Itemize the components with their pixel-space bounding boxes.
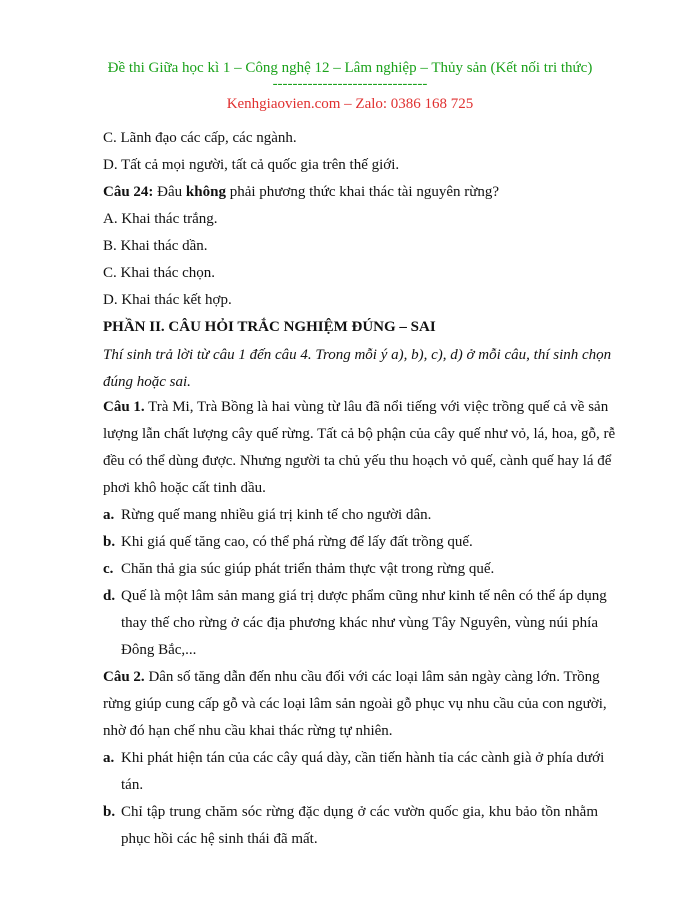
c2-b-text-2: phục hồi các hệ sinh thái đã mất.: [121, 831, 318, 847]
c1-d-label: d.: [103, 588, 116, 604]
c2-line-3: nhờ đó hạn chế nhu cầu khai thác rừng tự nhiên.: [103, 723, 393, 739]
c1-c-text: Chăn thả gia súc giúp phát triển thảm thực vật trong rừng quế.: [121, 561, 495, 577]
c2-a-label: a.: [103, 750, 115, 766]
part2-instruction-1: Thí sinh trả lời từ câu 1 đến câu 4. Trong mỗi ý a), b), c), d) ở mỗi câu, thí sinh chọn: [103, 347, 612, 363]
c1-d-text-1: Quế là một lâm sản mang giá trị dược phẩm cũng như kinh tế nên có thể áp dụng: [121, 588, 607, 604]
q24-option-a: A. Khai thác trắng.: [103, 211, 218, 227]
c1-line-1: [103, 399, 609, 416]
q23-option-d: D. Tất cả mọi người, tất cả quốc gia trên thế giới.: [103, 157, 400, 173]
c1-b-text: Khi giá quế tăng cao, có thể phá rừng để lấy đất trồng quế.: [121, 534, 473, 550]
c1-a-label: a.: [103, 507, 115, 523]
c2-line-2: rừng giúp cung cấp gỗ và các loại lâm sản ngoài gỗ phục vụ nhu cầu của con người,: [103, 696, 607, 712]
c1-line-3: đều có thể dùng được. Nhưng người ta chủ yếu thu hoạch vỏ quế, cành quế hay lá để: [103, 453, 612, 469]
c1-b-label: b.: [103, 534, 116, 550]
c2-text-1: Dân số tăng dẫn đến nhu cầu đối với các loại lâm sản ngày càng lớn. Trồng: [148, 669, 600, 685]
c2-a-text-2: tán.: [121, 777, 144, 793]
q24-text-post: phải phương thức khai thác tài nguyên rừng?: [225, 184, 500, 200]
c2-line-1: [103, 669, 598, 686]
q23-option-c: C. Lãnh đạo các cấp, các ngành.: [103, 130, 297, 146]
c2-b-text-1: Chỉ tập trung chăm sóc rừng đặc dụng ở các vườn quốc gia, khu bảo tồn nhằm: [121, 804, 598, 820]
part2-title: PHẦN II. CÂU HỎI TRẮC NGHIỆM ĐÚNG – SAI: [103, 319, 436, 335]
c1-line-4: phơi khô hoặc cất tinh dầu.: [103, 480, 266, 496]
c2-b-label: b.: [103, 804, 116, 820]
q24-text-pre: Đâu: [153, 184, 186, 200]
header-site: Kenhgiaovien.com – Zalo: 0386 168 725: [226, 96, 474, 112]
q24-option-c: C. Khai thác chọn.: [103, 265, 216, 281]
c1-a-text: Rừng quế mang nhiều giá trị kinh tế cho người dân.: [121, 507, 432, 523]
header-divider: -------------------------------: [272, 76, 428, 92]
q24-question: [103, 184, 499, 201]
c1-c-label: c.: [103, 561, 114, 577]
q24-text-bold: không: [185, 184, 226, 200]
c2-a-text-1: Khi phát hiện tán của các cây quá dày, cần tiến hành tỉa các cành già ở phía dưới: [121, 750, 605, 766]
q24-option-b: B. Khai thác dần.: [103, 238, 208, 254]
c1-d-text-3: Đông Bắc,...: [121, 642, 197, 658]
c1-label: Câu 1.: [103, 399, 145, 415]
q24-label: Câu 24:: [103, 184, 154, 200]
q24-option-d: D. Khai thác kết hợp.: [103, 292, 232, 308]
part2-instruction-2: đúng hoặc sai.: [103, 374, 191, 390]
c1-d-text-2: thay thế cho rừng ở các địa phương khác như vùng Tây Nguyên, vùng núi phía: [121, 615, 598, 631]
c1-line-2: lượng lẫn chất lượng cây quế rừng. Tất cả bộ phận của cây quế như vỏ, lá, hoa, gỗ, rễ: [103, 426, 616, 442]
c1-text-1: Trà Mi, Trà Bồng là hai vùng từ lâu đã nổi tiếng với việc trồng quế cả về sản: [148, 399, 609, 415]
header-title: Đề thi Giữa học kì 1 – Công nghệ 12 – Lâm nghiệp – Thủy sản (Kết nối tri thức): [107, 60, 593, 76]
c2-label: Câu 2.: [103, 669, 145, 685]
